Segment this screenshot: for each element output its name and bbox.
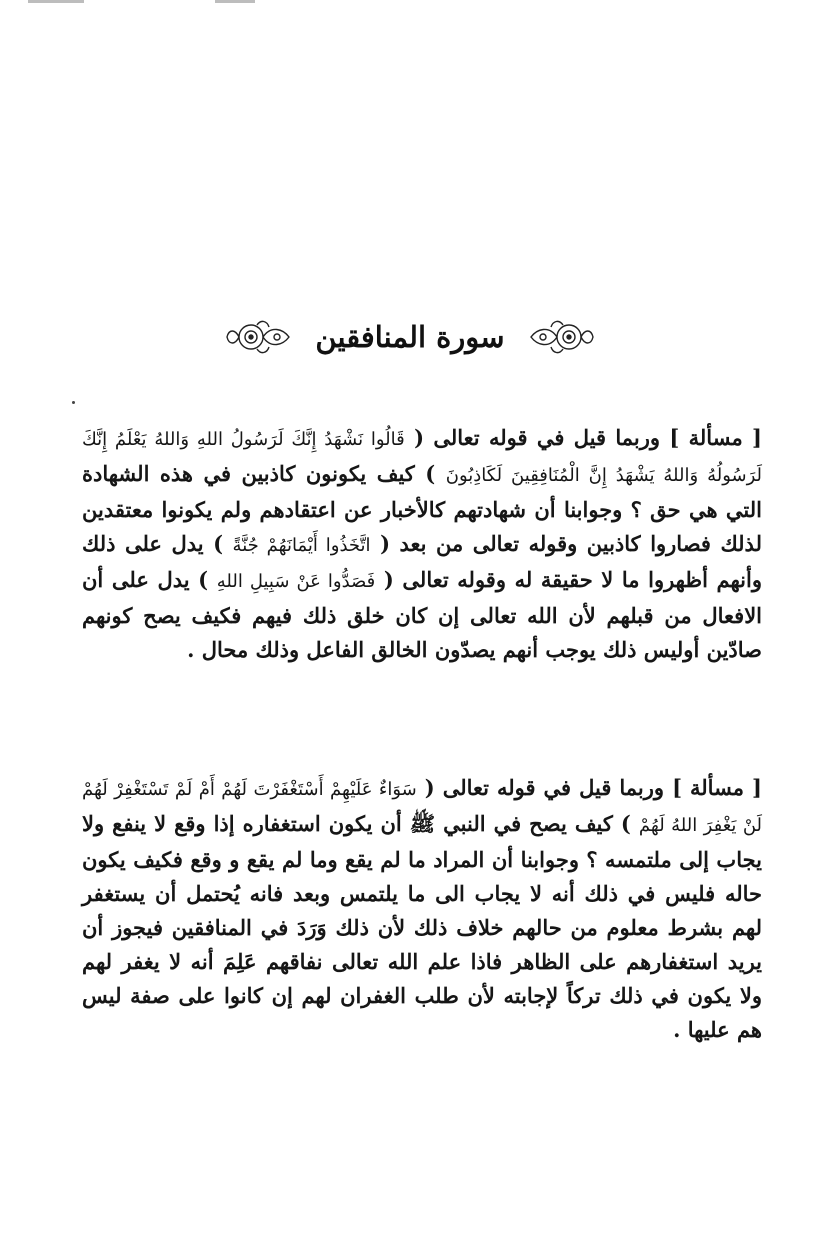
issue-text: ) يدل على ذلك وأنهم أظهروا ما لا حقيقة له وقوله تعالى ( [82,531,762,592]
issue-label: [ مسألة ] [672,775,762,800]
issue-text: ) كيف يكونون كاذبين في هذه الشهادة التي هي حق ؟ وجوابنا أن شهادتهم كالأخبار عن اعتقادهم ولم يكونوا معتقدين لذلك فصاروا كاذبين وقوله تعالى من بعد ( [82,461,762,556]
quran-quote: اتَّخَذُوا أَيْمَانَهُمْ جُنَّةً [232,535,371,556]
quran-quote: سَوَاءٌ عَلَيْهِمْ أَسْتَغْفَرْتَ لَهُمْ أَمْ لَمْ تَسْتَغْفِرْ لَهُمْ لَنْ يَغْفِرَ اللهُ لَهُمْ [82,779,763,836]
issue-text: ) يدل على أن الافعال من قبلهم لأن الله تعالى إن كان خلق ذلك فيهم فكيف يصح كونهم صادّين أوليس ذلك يوجب أنهم يصدّون الخالق الفاعل وذلك محال . [82,567,762,662]
surah-heading [230,306,590,368]
surah-title: سورة المنافقين [315,320,505,354]
issue-paragraph-1 [82,421,762,667]
issue-intro: وربما قيل في قوله تعالى ( [424,775,665,800]
left-ornament-icon [225,315,297,359]
right-ornament-icon [523,315,595,359]
issue-text: ) كيف يصح في النبي ﷺ أن يكون استغفاره إذا وقع لا ينفع ولا يجاب إلى ملتمسه ؟ وجوابنا أن المراد ما لم يقع وما لم يقع و وقع فكيف يكون حاله فليس في ذلك أنه لا يجاب الى ما يلتمس وبعد فانه يُحتمل أن يستغفر لهم بشرط معلوم من حالهم خلاف ذلك لأن ذلك وَرَدَ في المنافقين فيجوز أن يريد استغفارهم على الظاهر فاذا علم الله تعالى نفاقهم عَلِمَ أنه لا يغفر لهم ولا يكون في ذلك تركاً لإجابته لأن طلب الغفران لهم إن كانوا على صفة ليس هم عليها . [82,811,762,1042]
issue-intro: وربما قيل في قوله تعالى ( [414,425,661,450]
top-edge-marks [0,0,830,6]
quran-quote: فَصَدُّوا عَنْ سَبِيلِ اللهِ [216,571,376,592]
stray-mark [72,401,75,404]
issue-paragraph-2 [82,771,762,1047]
quran-quote: قَالُوا نَشْهَدُ إِنَّكَ لَرَسُولُ اللهِ وَاللهُ يَعْلَمُ إِنَّكَ لَرَسُولُهُ وَاللهُ يَشْهَدُ إِنَّ الْمُنَافِقِينَ لَكَاذِبُونَ [82,429,763,486]
issue-label: [ مسألة ] [669,425,762,450]
